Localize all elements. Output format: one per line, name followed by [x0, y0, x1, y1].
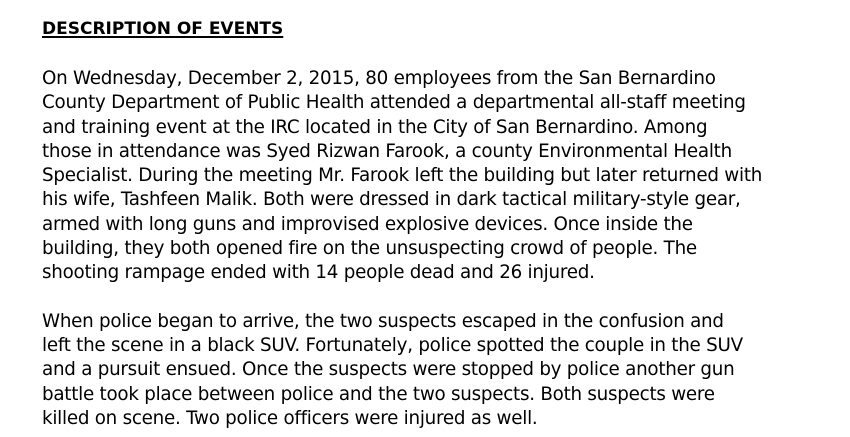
text-line: his wife, Tashfeen Malik. Both were dressed in dark tactical military-style gear,: [42, 189, 741, 211]
paragraph-events: [42, 67, 842, 286]
paragraph-pursuit: [42, 310, 842, 431]
text-line: left the scene in a black SUV. Fortunately, police spotted the couple in the SUV: [42, 334, 743, 356]
text-line: building, they both opened fire on the unsuspecting crowd of people. The: [42, 238, 697, 260]
text-line: and training event at the IRC located in the City of San Bernardino. Among: [42, 116, 708, 138]
text-line: and a pursuit ensued. Once the suspects were stopped by police another gun: [42, 359, 735, 381]
section-heading: DESCRIPTION OF EVENTS: [42, 19, 284, 39]
text-line: those in attendance was Syed Rizwan Farook, a county Environmental Health: [42, 140, 732, 162]
text-line: When police began to arrive, the two suspects escaped in the confusion and: [42, 310, 724, 332]
text-line: battle took place between police and the two suspects. Both suspects were: [42, 383, 715, 405]
text-line: shooting rampage ended with 14 people dead and 26 injured.: [42, 262, 595, 284]
text-line: Specialist. During the meeting Mr. Farook left the building but later returned with: [42, 165, 763, 187]
text-line: killed on scene. Two police officers were injured as well.: [42, 407, 538, 429]
text-line: County Department of Public Health attended a departmental all-staff meeting: [42, 92, 746, 114]
text-line: On Wednesday, December 2, 2015, 80 employees from the San Bernardino: [42, 68, 716, 89]
document-page: [42, 17, 842, 431]
text-line: armed with long guns and improvised explosive devices. Once inside the: [42, 213, 693, 235]
